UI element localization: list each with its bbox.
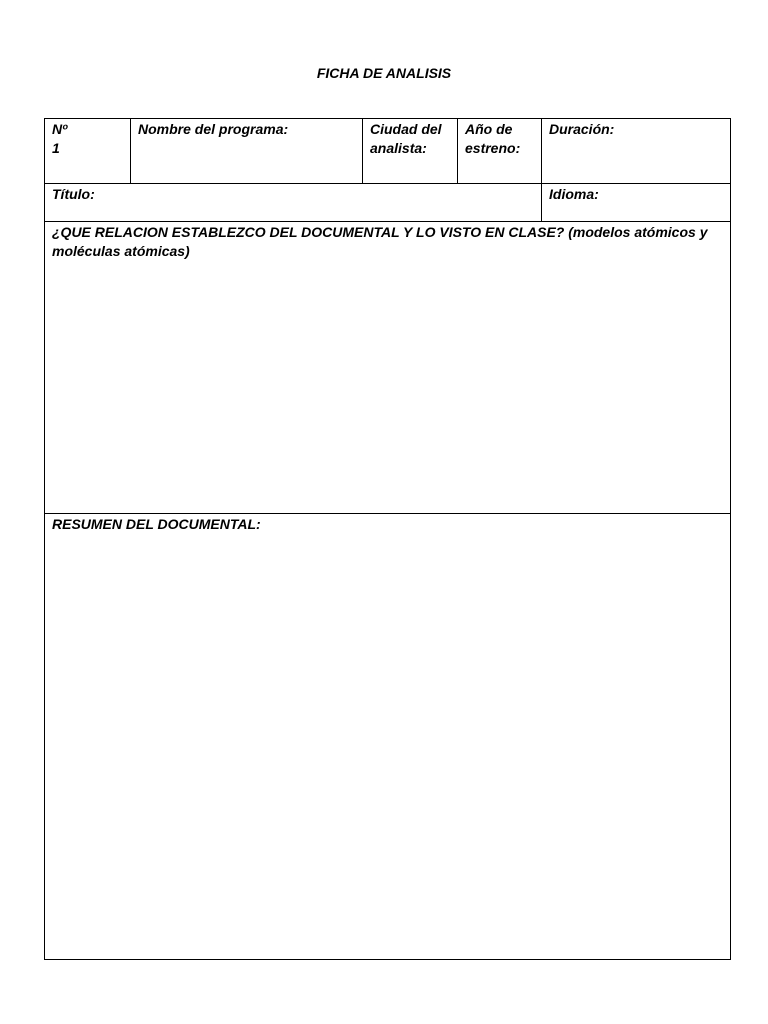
- summary-cell[interactable]: [45, 514, 731, 960]
- program-name-label: Nombre del programa:: [138, 121, 289, 137]
- page-title: FICHA DE ANALISIS: [316, 65, 452, 81]
- question-row: [45, 222, 731, 514]
- program-name-cell[interactable]: [131, 119, 363, 184]
- number-label: Nº: [52, 121, 68, 137]
- release-year-label: Año de estreno:: [465, 121, 521, 156]
- duration-cell[interactable]: [542, 119, 731, 184]
- duration-label: Duración:: [549, 121, 615, 137]
- analysis-form-table: [44, 118, 731, 960]
- number-value: 1: [52, 140, 60, 156]
- header-row: [45, 119, 731, 184]
- title-cell[interactable]: [45, 184, 542, 222]
- language-label: Idioma:: [549, 186, 599, 202]
- summary-row: [45, 514, 731, 960]
- analyst-city-cell[interactable]: [363, 119, 458, 184]
- release-year-cell[interactable]: [458, 119, 542, 184]
- title-label: Título:: [52, 186, 95, 202]
- question-label: ¿QUE RELACION ESTABLEZCO DEL DOCUMENTAL Y LO VISTO EN CLASE? (modelos atómicos y moléculas atómicas): [52, 224, 708, 259]
- analyst-city-label: Ciudad del analista:: [370, 121, 442, 156]
- language-cell[interactable]: [542, 184, 731, 222]
- title-row: [45, 184, 731, 222]
- summary-label: RESUMEN DEL DOCUMENTAL:: [52, 516, 261, 532]
- question-cell[interactable]: [45, 222, 731, 514]
- number-cell[interactable]: [45, 119, 131, 184]
